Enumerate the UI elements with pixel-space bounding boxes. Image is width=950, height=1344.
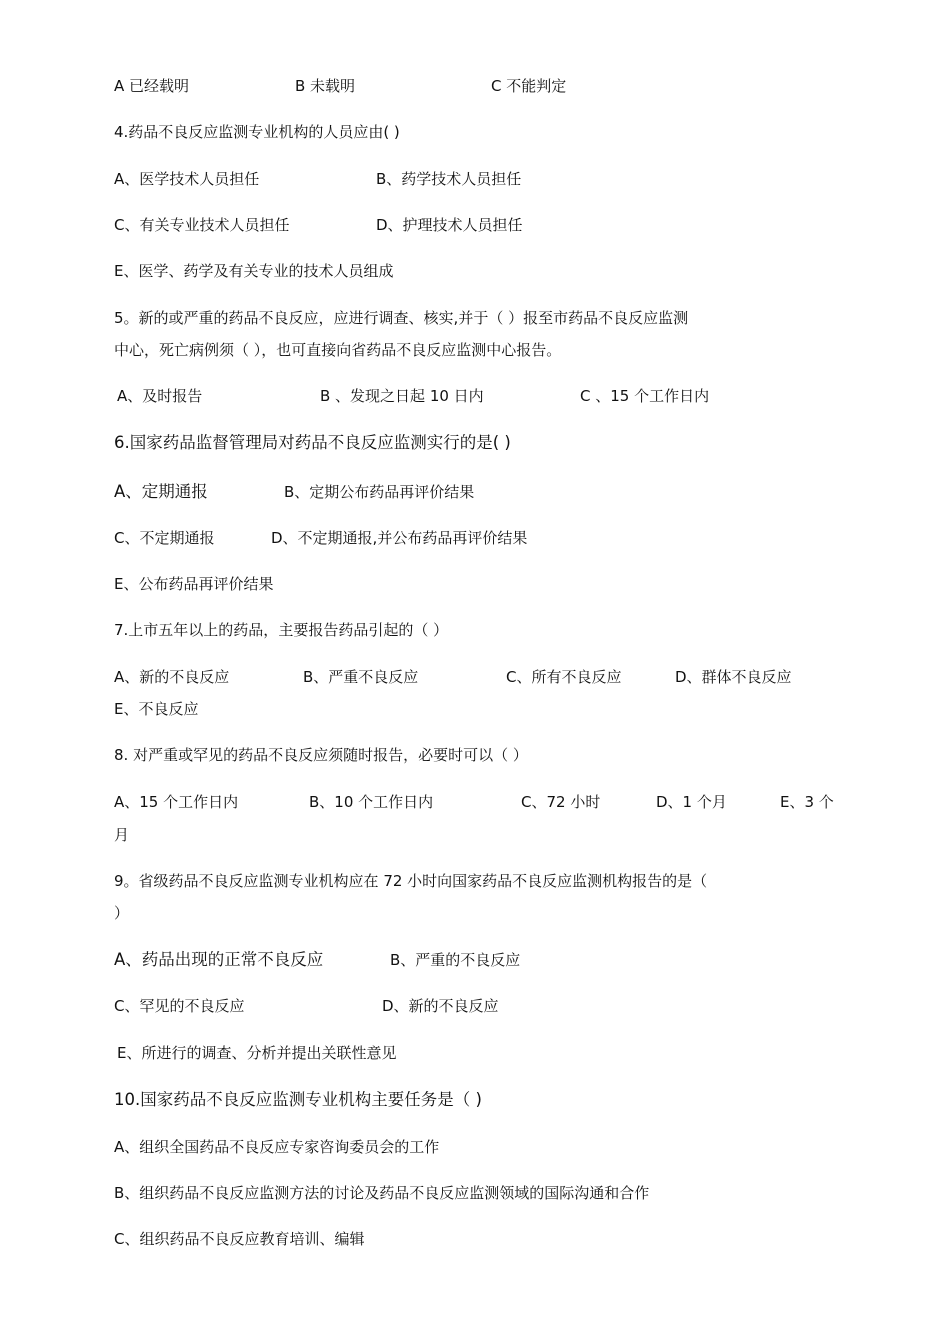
- q10-option-b: B、组织药品不良反应监测方法的讨论及药品不良反应监测领域的国际沟通和合作: [114, 1184, 650, 1202]
- q3-option-a: A 已经载明: [114, 77, 190, 95]
- q8-option-c: C、72 小时: [521, 793, 601, 811]
- q4-option-b: B、药学技术人员担任: [376, 170, 522, 188]
- q6-option-d: D、不定期通报,并公布药品再评价结果: [271, 529, 528, 547]
- q7-option-a: A、新的不良反应: [114, 668, 230, 686]
- q4-stem: 4.药品不良反应监测专业机构的人员应由( ): [114, 123, 400, 141]
- q7-stem: 7.上市五年以上的药品，主要报告药品引起的（ ）: [114, 621, 449, 639]
- q8-stem: 8. 对严重或罕见的药品不良反应须随时报告，必要时可以（ ）: [114, 746, 528, 764]
- q8-option-b: B、10 个工作日内: [309, 793, 434, 811]
- q6-option-c: C、不定期通报: [114, 529, 215, 547]
- q9-option-e: E、所进行的调查、分析并提出关联性意见: [117, 1044, 397, 1062]
- q6-option-b: B、定期公布药品再评价结果: [284, 483, 475, 501]
- q6-option-a: A、定期通报: [114, 482, 208, 501]
- q7-option-b: B、严重不良反应: [303, 668, 419, 686]
- q6-option-e: E、公布药品再评价结果: [114, 575, 274, 593]
- q5-option-b: B 、发现之日起 10 日内: [320, 387, 484, 405]
- q9-option-c: C、罕见的不良反应: [114, 997, 245, 1015]
- q4-option-e: E、医学、药学及有关专业的技术人员组成: [114, 262, 394, 280]
- q9-option-d: D、新的不良反应: [382, 997, 499, 1015]
- q5-option-a: A、及时报告: [117, 387, 203, 405]
- q9-stem-line-1: 9。省级药品不良反应监测专业机构应在 72 小时向国家药品不良反应监测机构报告的是（: [114, 872, 708, 890]
- q4-option-d: D、护理技术人员担任: [376, 216, 523, 234]
- q10-option-c: C、组织药品不良反应教育培训、编辑: [114, 1230, 365, 1248]
- q3-option-c: C 不能判定: [491, 77, 567, 95]
- q5-option-c: C 、15 个工作日内: [580, 387, 710, 405]
- q7-option-c: C、所有不良反应: [506, 668, 622, 686]
- q9-option-a: A、药品出现的正常不良反应: [114, 950, 324, 969]
- q3-option-b: B 未载明: [295, 77, 356, 95]
- q8-option-e-continued: 月: [114, 826, 130, 844]
- q8-option-d: D、1 个月: [656, 793, 727, 811]
- q8-option-a: A、15 个工作日内: [114, 793, 239, 811]
- q9-stem-line-2: ）: [114, 904, 130, 922]
- q6-stem: 6.国家药品监督管理局对药品不良反应监测实行的是( ): [114, 433, 511, 452]
- q9-option-b: B、严重的不良反应: [390, 951, 521, 969]
- q7-option-e: E、不良反应: [114, 700, 199, 718]
- q7-option-d: D、群体不良反应: [675, 668, 792, 686]
- q5-stem-line-1: 5。新的或严重的药品不良反应，应进行调查、核实,并于（ ）报至市药品不良反应监测: [114, 309, 689, 327]
- q5-stem-line-2: 中心，死亡病例须（ ），也可直接向省药品不良反应监测中心报告。: [114, 341, 562, 359]
- q4-option-c: C、有关专业技术人员担任: [114, 216, 290, 234]
- q10-option-a: A、组织全国药品不良反应专家咨询委员会的工作: [114, 1138, 440, 1156]
- q4-option-a: A、医学技术人员担任: [114, 170, 260, 188]
- q10-stem: 10.国家药品不良反应监测专业机构主要任务是（ ): [114, 1090, 482, 1109]
- q8-option-e: E、3 个: [780, 793, 834, 811]
